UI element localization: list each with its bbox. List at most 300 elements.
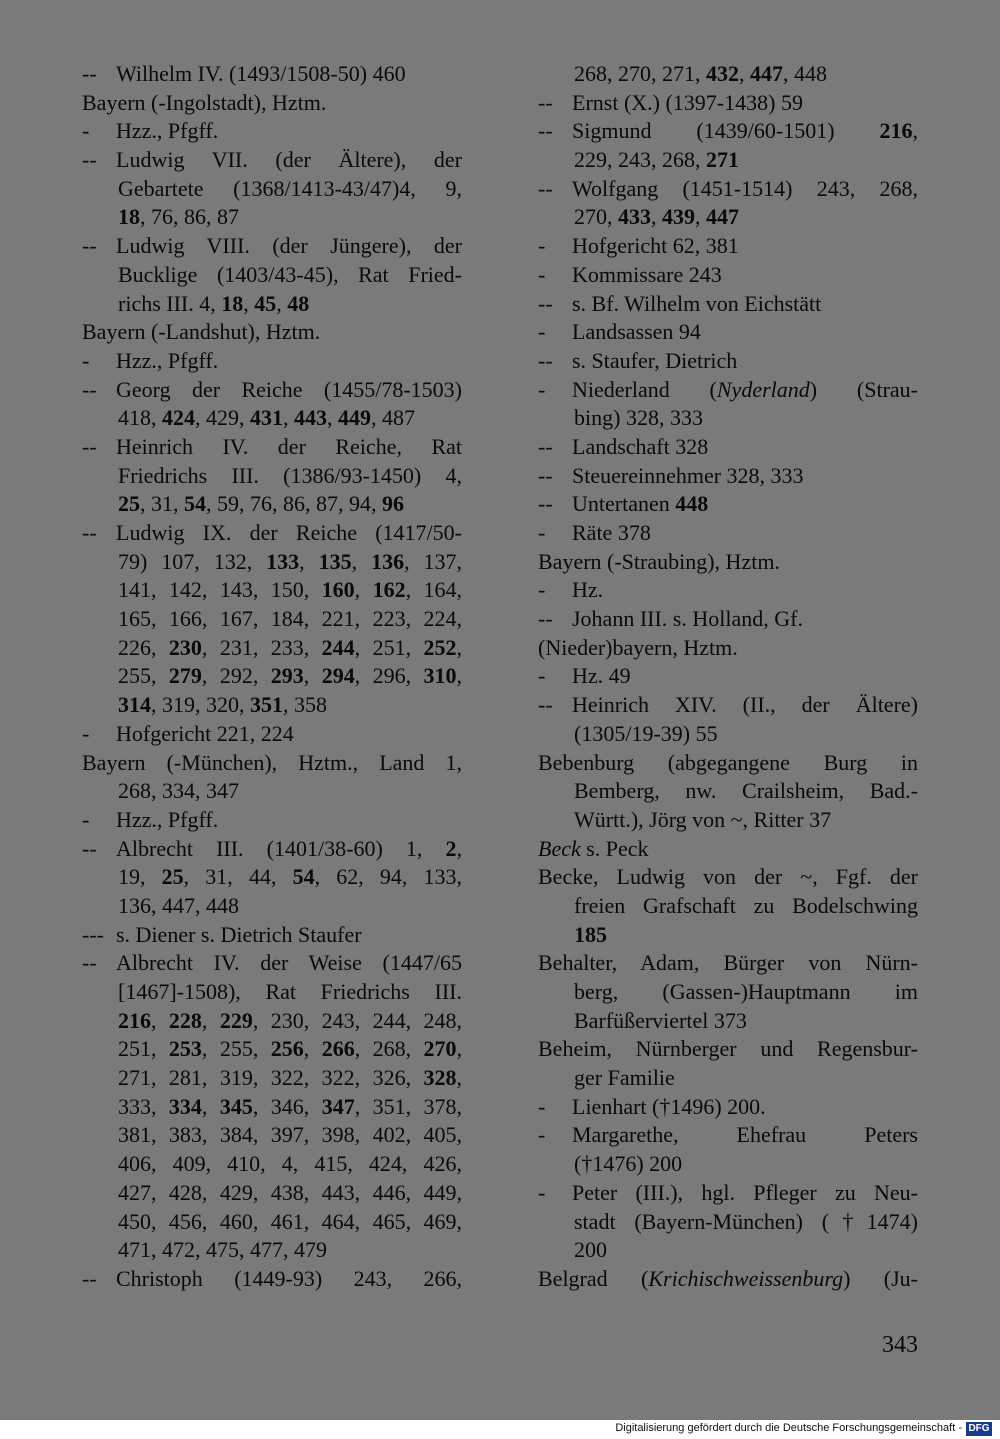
index-dash: -: [538, 577, 546, 603]
index-entry-text: [574, 978, 918, 1007]
index-entry-text: [118, 576, 462, 605]
index-dash: -: [82, 118, 90, 144]
entry-text: 136, 447, 448: [118, 892, 239, 918]
index-dash: -: [82, 720, 90, 746]
page-reference-bold: 294: [321, 663, 355, 689]
entry-text: Hzz., Pfgff.: [116, 347, 219, 373]
index-line: [538, 1179, 918, 1208]
index-entry-text: [118, 662, 462, 691]
index-line: [538, 433, 918, 462]
index-dash: -: [538, 261, 546, 287]
index-dash: --: [82, 433, 97, 459]
entry-text: ,: [456, 1065, 462, 1091]
index-entry-text: [116, 807, 218, 832]
index-line: [538, 261, 918, 290]
index-entry-text: [572, 117, 918, 146]
entry-text: ,: [456, 835, 462, 861]
page-reference-bold: 216: [879, 118, 913, 144]
index-entry-text: [574, 147, 739, 172]
index-line: [82, 1007, 462, 1036]
index-entry-text: [574, 1237, 607, 1262]
entry-text: ,: [303, 1036, 322, 1062]
entry-text: Untertanen: [572, 491, 676, 517]
page-reference-bold: 253: [168, 1036, 202, 1062]
index-line: [82, 404, 462, 433]
footer-funding-note: Digitalisierung gefördert durch die Deutsche Forschungsgemeinschaft -: [615, 1422, 962, 1434]
entry-text: , 358: [283, 692, 327, 718]
entry-text: Gebartete (1368/1413-43/47)4, 9,: [118, 175, 462, 201]
page-reference-bold: 25: [118, 491, 140, 517]
index-entry-text: [572, 463, 804, 488]
entry-text: (Nieder)bayern, Hztm.: [538, 634, 738, 660]
entry-text: Hofgericht 62, 381: [572, 233, 739, 259]
index-line: [538, 777, 918, 806]
entry-text: Wolfgang (1451-1514) 243, 268,: [572, 175, 918, 201]
index-line: [538, 1208, 918, 1237]
entry-text: , 292,: [201, 663, 271, 689]
index-entry-text: [118, 261, 462, 290]
index-line: [538, 806, 918, 835]
page-reference-bold: 54: [292, 864, 315, 890]
entry-text: ,: [243, 290, 255, 316]
entry-text: Hz.: [572, 577, 604, 603]
entry-text: , 429,: [195, 405, 250, 431]
index-dash: --: [82, 950, 97, 976]
entry-text: , 59, 76, 86, 87, 94,: [206, 491, 382, 517]
index-entry-text: [574, 204, 739, 229]
index-dash: --: [538, 118, 553, 144]
index-entry-text: [118, 692, 327, 717]
index-entry-text: [116, 348, 218, 373]
index-entry-text: [572, 691, 918, 720]
dfg-logo-icon: DFG: [966, 1422, 992, 1436]
entry-text: Hz. 49: [572, 663, 631, 689]
entry-text: Sigmund (1439/60-1501): [572, 118, 880, 144]
index-line: [82, 978, 462, 1007]
entry-text: Behalter, Adam, Bürger von Nürn-: [538, 950, 918, 976]
page-reference-bold: 256: [270, 1036, 304, 1062]
entry-text: ,: [327, 405, 338, 431]
entry-text: 268, 270, 271,: [574, 61, 706, 86]
index-dash: -: [538, 1093, 546, 1119]
entry-text: s. Bf. Wilhelm von Eichstätt: [572, 290, 822, 316]
entry-text: 418,: [118, 405, 162, 431]
index-entry-text: [538, 863, 918, 892]
page-reference-bold: 347: [321, 1093, 355, 1119]
index-entry-text: [572, 262, 722, 287]
page-reference-bold: 185: [574, 921, 607, 947]
index-line: [82, 433, 462, 462]
entry-text: , 251,: [354, 634, 424, 660]
index-entry-text: [116, 519, 462, 548]
index-line: [538, 318, 918, 347]
page-reference-bold: 160: [321, 577, 355, 603]
entry-text: , 448: [783, 61, 827, 86]
index-entry-text: [574, 1208, 918, 1237]
index-entry-text: [538, 635, 738, 660]
index-line: [82, 117, 462, 146]
index-line: [82, 892, 462, 921]
entry-text: , 351, 378,: [354, 1093, 463, 1119]
entry-text: 165, 166, 167, 184, 221, 223, 224,: [118, 606, 462, 632]
index-dash: --: [538, 290, 553, 316]
index-entry-text: [572, 577, 603, 602]
index-entry-text: [538, 749, 918, 778]
footer-bar: [0, 1420, 1000, 1439]
index-entry-text: [116, 1265, 462, 1294]
entry-text: ,: [912, 118, 918, 144]
index-line: [82, 519, 462, 548]
entry-text: Ernst (X.) (1397-1438) 59: [572, 89, 803, 115]
page-reference-bold: 432: [706, 61, 739, 86]
entry-text: 268, 334, 347: [118, 778, 239, 804]
entry-text: 226,: [118, 634, 169, 660]
entry-text: , 255,: [201, 1036, 271, 1062]
entry-text: Württ.), Jörg von ~, Ritter 37: [574, 806, 832, 832]
entry-text: s. Peck: [580, 835, 649, 861]
index-line: [538, 376, 918, 405]
index-dash: --: [538, 606, 553, 632]
index-entry-text: [538, 836, 649, 861]
index-entry-text: [118, 175, 462, 204]
page-reference-bold: 229: [219, 1007, 253, 1033]
entry-text: 427, 428, 429, 438, 443, 446, 449,: [118, 1179, 462, 1205]
index-dash: -: [538, 1179, 546, 1205]
entry-text: Bucklige (1403/43-45), Rat Fried-: [118, 261, 462, 287]
entry-text: Friedrichs III. (1386/93-1450) 4,: [118, 462, 462, 488]
index-line: [538, 347, 918, 376]
index-line: [82, 290, 462, 319]
index-line: [82, 1064, 462, 1093]
page-reference-bold: 314: [118, 692, 151, 718]
entry-text: ,: [739, 61, 750, 86]
entry-text: bing) 328, 333: [574, 405, 703, 431]
page-reference-bold: 439: [662, 204, 695, 230]
index-entry-text: [538, 1265, 918, 1294]
index-entry-text: [538, 1035, 918, 1064]
entry-text: ,: [354, 577, 373, 603]
index-line: [82, 1035, 462, 1064]
entry-text: 271, 281, 319, 322, 322, 326,: [118, 1065, 424, 1091]
entry-text: Wilhelm IV. (1493/1508-50) 460: [116, 61, 406, 86]
entry-text: Georg der Reiche (1455/78-1503): [116, 376, 462, 402]
index-entry-text: [572, 663, 631, 688]
entry-text: 229, 243, 268,: [574, 147, 706, 173]
entry-text: 333,: [118, 1093, 169, 1119]
entry-text: 251,: [118, 1036, 169, 1062]
index-dash: --: [538, 433, 553, 459]
page-reference-bold: 136: [371, 548, 405, 574]
index-line: [538, 89, 918, 118]
index-entry-text: [118, 204, 239, 229]
index-entry-text: [116, 118, 218, 143]
index-line: [538, 1236, 918, 1265]
index-line: [538, 921, 918, 950]
index-line: [538, 548, 918, 577]
index-dash: --: [82, 1265, 97, 1291]
page-reference-bold: 25: [161, 864, 184, 890]
index-entry-text: [82, 319, 320, 344]
entry-text: ,: [283, 405, 294, 431]
entry-text: ,: [303, 663, 322, 689]
page-number: 343: [882, 1332, 918, 1358]
entry-text: , 76, 86, 87: [140, 204, 239, 230]
entry-text: 471, 472, 475, 477, 479: [118, 1237, 327, 1263]
entry-text: 19,: [118, 864, 162, 890]
index-column-left: [82, 60, 462, 1294]
index-dash: -: [538, 233, 546, 259]
entry-text: ,: [201, 1093, 220, 1119]
index-entry-text: [118, 1007, 462, 1036]
page-reference-bold: 54: [184, 491, 206, 517]
page-reference-bold: 18: [221, 290, 244, 316]
index-entry-text: [572, 606, 803, 631]
index-line: [538, 949, 918, 978]
index-line: [538, 175, 918, 204]
index-line: [538, 605, 918, 634]
index-entry-text: [118, 462, 462, 491]
index-entry-text: [116, 835, 462, 864]
index-entry-text: [118, 978, 462, 1007]
index-line: [82, 749, 462, 778]
index-line: [82, 1179, 462, 1208]
index-line: [538, 1265, 918, 1294]
index-entry-text: [118, 1150, 462, 1179]
page-reference-bold: 328: [423, 1065, 457, 1091]
index-dash: -: [538, 319, 546, 345]
entry-text: [1467]-1508), Rat Friedrichs III.: [118, 979, 462, 1004]
entry-text: , 62, 94, 133,: [314, 864, 463, 890]
index-line: [538, 462, 918, 491]
index-line: [82, 232, 462, 261]
page-reference-bold: 447: [706, 204, 739, 230]
entry-text: ,: [151, 1007, 169, 1033]
page-reference-bold: 135: [318, 548, 352, 574]
index-dash: ---: [82, 921, 104, 947]
entry-text: stadt (Bayern-München) (†1474): [574, 1208, 918, 1234]
index-entry-text: [118, 291, 309, 316]
index-entry-text: [574, 1151, 682, 1176]
entry-text: ) (Ju-: [843, 1265, 918, 1291]
page-reference-bold: 244: [321, 634, 355, 660]
index-entry-text: [118, 548, 462, 577]
index-line: [538, 978, 918, 1007]
entry-text: Räte 378: [572, 520, 651, 545]
entry-text: Hofgericht 221, 224: [116, 720, 294, 746]
index-entry-text: [574, 777, 918, 806]
index-line: [538, 117, 918, 146]
index-line: [82, 634, 462, 663]
index-entry-text: [118, 1093, 462, 1122]
index-entry-text: [118, 634, 462, 663]
index-line: [538, 1150, 918, 1179]
entry-text: s. Staufer, Dietrich: [572, 347, 738, 373]
page-reference-bold: 310: [423, 663, 457, 689]
index-line: [538, 1007, 918, 1036]
entry-text: ,: [201, 1007, 220, 1033]
entry-text: Belgrad (: [538, 1265, 649, 1291]
index-entry-text: [118, 1121, 462, 1150]
page-reference-bold: 228: [168, 1007, 202, 1033]
index-line: [538, 863, 918, 892]
page-reference-bold: 351: [250, 692, 283, 718]
entry-text: Margarethe, Ehefrau Peters: [572, 1122, 918, 1148]
index-entry-text: [574, 1008, 747, 1033]
entry-text: , 231, 233,: [201, 634, 322, 660]
index-line: [82, 720, 462, 749]
index-line: [82, 691, 462, 720]
index-dash: -: [82, 347, 90, 373]
index-dash: --: [82, 147, 97, 173]
page-reference-bold: 18: [118, 204, 140, 230]
index-entry-text: [82, 749, 462, 778]
entry-text: 79) 107, 132,: [118, 548, 267, 574]
index-entry-text: [118, 863, 462, 892]
index-dash: --: [538, 491, 553, 517]
index-line: [538, 519, 918, 548]
page-reference-bold: 431: [250, 405, 283, 431]
index-line: [82, 60, 462, 89]
page-reference-bold: 345: [219, 1093, 253, 1119]
index-line: [82, 347, 462, 376]
index-dash: --: [82, 233, 97, 259]
entry-text: Albrecht IV. der Weise (1447/65: [116, 950, 462, 976]
index-dash: --: [82, 61, 97, 86]
entry-text: Landsassen 94: [572, 319, 701, 345]
index-dash: --: [82, 520, 97, 545]
index-entry-text: [572, 520, 651, 545]
page-reference-bold: 424: [162, 405, 195, 431]
index-entry-text: [574, 1065, 675, 1090]
index-entry-text: [118, 1179, 462, 1208]
entry-text: 255,: [118, 663, 169, 689]
page-reference-bold: 230: [168, 634, 202, 660]
index-entry-text: [574, 892, 918, 921]
index-line: [538, 1121, 918, 1150]
index-entry-text: [118, 491, 404, 516]
entry-text: Landschaft 328: [572, 433, 709, 459]
entry-text: Lienhart (†1496) 200.: [572, 1093, 766, 1119]
entry-text: ,: [299, 548, 319, 574]
page-reference-bold: 162: [372, 577, 406, 603]
entry-text: Becke, Ludwig von der ~, Fgf. der: [538, 864, 918, 890]
entry-text: Ludwig VIII. (der Jüngere), der: [116, 233, 462, 259]
entry-text: 200: [574, 1237, 607, 1263]
index-line: [538, 1035, 918, 1064]
page-reference-bold: 443: [294, 405, 327, 431]
entry-text: ger Familie: [574, 1065, 675, 1091]
page-reference-bold: 45: [254, 290, 277, 316]
page-reference-bold: 334: [168, 1093, 202, 1119]
index-entry-text: [538, 949, 918, 978]
page-reference-bold: 448: [675, 491, 709, 517]
entry-text: Beheim, Nürnberger und Regensbur-: [538, 1036, 918, 1062]
entry-text: Bemberg, nw. Crailsheim, Bad.-: [574, 778, 918, 804]
index-entry-text: [572, 1179, 918, 1208]
index-line: [538, 290, 918, 319]
index-entry-text: [116, 721, 294, 746]
entry-text: Hzz., Pfgff.: [116, 118, 219, 144]
index-line: [538, 232, 918, 261]
index-entry-text: [572, 1121, 918, 1150]
index-line: [82, 376, 462, 405]
index-entry-text: [572, 175, 918, 204]
index-entry-text: [572, 90, 803, 115]
entry-text: Ludwig VII. (der Ältere), der: [116, 147, 462, 173]
index-dash: -: [538, 520, 546, 545]
index-line: [538, 749, 918, 778]
index-entry-text: [118, 893, 239, 918]
entry-text: Heinrich XIV. (II., der Ältere): [572, 692, 918, 718]
index-entry-text: [116, 232, 462, 261]
index-line: [538, 835, 918, 864]
entry-text: Bebenburg (abgegangene Burg in: [538, 749, 918, 775]
index-line: [82, 1208, 462, 1237]
index-entry-text: [572, 376, 918, 405]
index-entry-text: [574, 807, 831, 832]
page-reference-bold: 216: [118, 1007, 151, 1033]
index-entry-text: [82, 90, 326, 115]
italic-term: Beck: [538, 835, 581, 861]
index-line: [538, 60, 918, 89]
entry-text: richs III. 4,: [118, 290, 222, 316]
index-line: [82, 835, 462, 864]
entry-text: ,: [695, 204, 706, 230]
index-entry-text: [572, 434, 708, 459]
index-line: [538, 490, 918, 519]
index-line: [82, 203, 462, 232]
index-entry-text: [116, 146, 462, 175]
entry-text: , 268,: [354, 1036, 424, 1062]
index-entry-text: [538, 549, 780, 574]
index-line: [82, 1093, 462, 1122]
entry-text: (1305/19-39) 55: [574, 720, 718, 746]
index-line: [82, 1265, 462, 1294]
index-line: [538, 892, 918, 921]
index-entry-text: [116, 433, 462, 462]
page-reference-bold: 447: [750, 61, 783, 86]
index-dash: -: [538, 376, 546, 402]
entry-text: berg, (Gassen-)Hauptmann im: [574, 979, 918, 1004]
index-dash: --: [82, 376, 97, 402]
index-entry-text: [572, 1094, 766, 1119]
entry-text: Bayern (-Ingolstadt), Hztm.: [82, 89, 327, 115]
index-entry-text: [116, 61, 406, 86]
index-line: [538, 576, 918, 605]
entry-text: , 31,: [140, 491, 184, 517]
index-dash: -: [538, 663, 546, 689]
entry-text: Christoph (1449-93) 243, 266,: [116, 1265, 462, 1291]
index-line: [82, 863, 462, 892]
index-line: [82, 576, 462, 605]
index-entry-text: [572, 291, 821, 316]
index-column-right: [538, 60, 918, 1294]
page-reference-bold: 48: [287, 290, 310, 316]
index-entry-text: [574, 405, 703, 430]
index-entry-text: [572, 233, 739, 258]
index-line: [538, 404, 918, 433]
entry-text: ,: [456, 663, 463, 689]
page-reference-bold: 271: [706, 147, 739, 173]
index-line: [538, 203, 918, 232]
index-line: [82, 1236, 462, 1265]
index-entry-text: [118, 1237, 327, 1262]
page-reference-bold: 449: [338, 405, 371, 431]
page-reference-bold: 279: [168, 663, 202, 689]
index-entry-text: [116, 922, 362, 947]
page-reference-bold: 2: [445, 835, 457, 861]
index-line: [82, 1121, 462, 1150]
